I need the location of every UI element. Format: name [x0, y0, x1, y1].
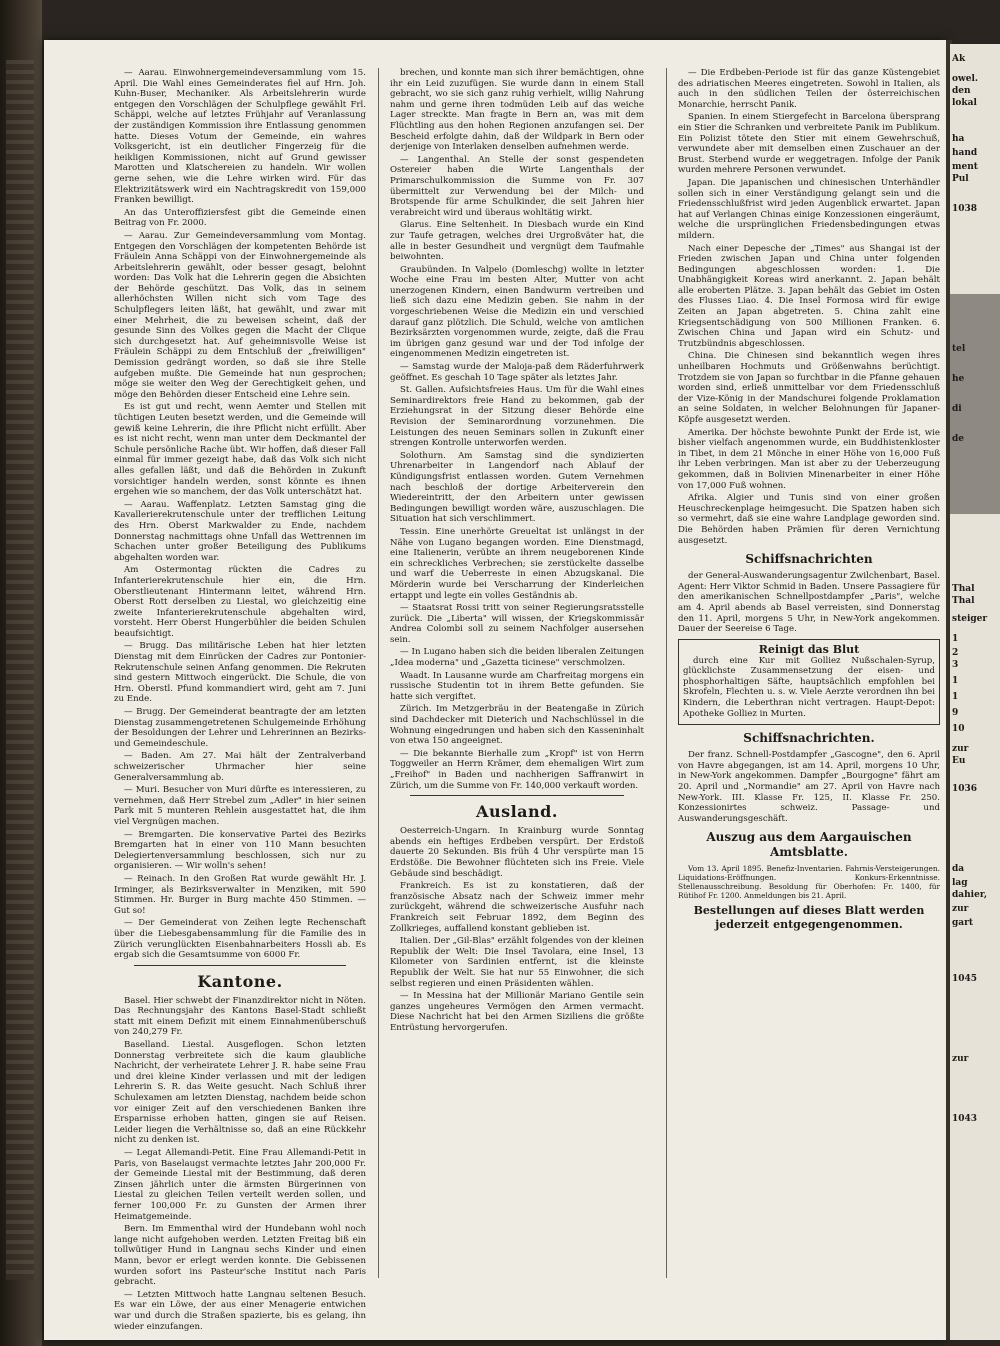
adjacent-page-fragment: 1: [952, 634, 959, 644]
news-paragraph: — Bremgarten. Die konservative Partei des Bezirks Bremgarten hat in einer von 110 Mann besuchten Delegiertenversammlung beschlossen, sich nur zu organisieren. — Wir wolln's sehen!: [114, 829, 366, 872]
news-paragraph: Zürich. Im Metzgerbräu in der Beatengaße in Zürich sind Dachdecker mit Dieterich und Nachschlüssel in die Wohnung eingedrungen und haben sich den Kasseninhalt von etwa 150 angeeignet.: [390, 704, 644, 747]
news-paragraph: — Staatsrat Rossi tritt von seiner Regierungsratsstelle zurück. Die „Liberta" will wissen, der Kriegskommissär Andrea Colombi soll zu seinem Nachfolger ausersehen sein.: [390, 603, 644, 645]
adjacent-page-fragment: 3: [952, 660, 959, 670]
adjacent-page-fragment: 2: [952, 648, 959, 658]
adjacent-page-fragment: zur: [952, 744, 969, 754]
news-paragraph: — Aarau. Zur Gemeindeversammlung vom Montag. Entgegen den Vorschlägen der kompetenten Behörde ist Fräulein Anna Schäppi von der Einwohnergemeinde als Arbeitslehrerin gewählt, oder besser gesagt, belohnt worden: Das Volk hat die Lehrerin gegen die Absichten der Behörde geschützt. Das Volk, das in seinem allerhöchsten Willen nicht sich vom Tage des Schulpflegers leiten läßt, hat gewählt, und zwar mit einer Mehrheit, die zu beweisen scheint, daß der gesunde Sinn des Volkes gegen die Macht der Clique sich durchgesetzt hat. Auf geheimnisvolle Weise ist Fräulein Schäppi zu dem Entschluß der „freiwilligen" Demission gedrängt worden, so daß sie ihre Stelle aufgeben mußte. Die Gemeinde hat nun gesprochen; möge sie weiter den Weg der Gerechtigkeit gehen, und möge den Behörden dieser Entscheid eine Lehre sein.: [114, 230, 366, 400]
news-paragraph: Italien. Der „Gil-Blas" erzählt folgendes von der kleinen Republik der Welt: Die Insel Tavolara, eine Insel, 13 Kilometer von Sardinien entfernt, ist die kleinste Republik der Welt. Sie hat nur 55 Einwohner, die sich selbst regieren und einen Präsidenten wählen.: [390, 936, 644, 989]
adjacent-page-fragment: hand: [952, 148, 978, 158]
adjacent-page-fragment: ha: [952, 134, 965, 144]
adjacent-page-fragment: Pul: [952, 174, 969, 184]
adjacent-page: [950, 44, 1000, 1340]
section-heading: Kantone.: [197, 971, 283, 991]
adjacent-page-fragment: 1: [952, 676, 959, 686]
adjacent-page-fragment: lag: [952, 878, 968, 888]
news-paragraph: — Der Gemeinderat von Zeihen legte Rechenschaft über die Liebesgabensammlung für die Familie des in Zürich verunglückten Eisenbahnarbeiters Hossli ab. Es ergab sich die Gesamtsumme von 6000 Fr.: [114, 918, 366, 961]
news-paragraph: China. Die Chinesen sind bekanntlich wegen ihres unheilbaren Hochmuts und Größenwahns berüchtigt. Trotzdem sie von Japan so furchtbar in die Pfanne gehauen worden sind, erließ unmittelbar vor dem Friedensschluß der Vize-König in der Mandschurei folgende Proklamation an seine Soldaten, in welcher Belohnungen für Japaner-Köpfe ausgesetzt werden.: [678, 351, 940, 425]
news-paragraph: Basel. Hier schwebt der Finanzdirektor nicht in Nöten. Das Rechnungsjahr des Kantons Basel-Stadt schließt statt mit einem Defizit mit einem Einnahmenüberschuß von 240,279 Fr.: [114, 995, 366, 1038]
news-paragraph: Spanien. In einem Stiergefecht in Barcelona übersprang ein Stier die Schranken und verbreitete Panik im Publikum. Ein Polizist tötete den Stier mit einem Gewehrschuß, verwundete aber mit demselben einen Zuschauer an der Brust. Sterbend wurde er weggetragen. Infolge der Panik wurden mehrere Personen verwundet.: [678, 112, 940, 176]
news-paragraph: Frankreich. Es ist zu konstatieren, daß der französische Absatz nach der Schweiz immer mehr zurückgeht, während die schweizerische Ausfuhr nach Frankreich seit Februar 1892, dem Beginn des Zollkrieges, auffallend konstant geblieben ist.: [390, 881, 644, 934]
adjacent-page-fragment: ment: [952, 162, 978, 172]
adjacent-page-fragment: 9: [952, 708, 959, 718]
news-paragraph: — Samstag wurde der Maloja-paß dem Räderfuhrwerk geöffnet. Es geschah 10 Tage später als letztes Jahr.: [390, 362, 644, 383]
column-1: [114, 68, 366, 1332]
advertisement-title: Reinigt das Blut: [758, 642, 860, 656]
news-paragraph: Bern. Im Emmenthal wird der Hundebann wohl noch lange nicht aufgehoben werden. Letzten Freitag biß ein tollwütiger Hund in Langnau sechs Kinder und einen Mann, bevor er erlegt werden konnte. Die Gebissenen wurden sofort ins Pasteur'sche Institut nach Paris gebracht.: [114, 1224, 366, 1288]
news-paragraph: — Legat Allemandi-Petit. Eine Frau Allemandi-Petit in Paris, von Baselaugst vermachte letztes Jahr 200,000 Fr. der Gemeinde Liestal mit der Bestimmung, daß deren Zinsen jährlich unter die ärmsten Bürgerinnen von Liestal zu gleichen Teilen verteilt werden sollen, und ferner 100,000 Fr. zu Gunsten der Armen ihrer Heimatgemeinde.: [114, 1148, 366, 1222]
news-paragraph: Waadt. In Lausanne wurde am Charfreitag morgens ein russische Studentin tot in ihrem Bette gefunden. Sie hatte sich vergiftet.: [390, 670, 644, 702]
news-paragraph: St. Gallen. Aufsichtsfreies Haus. Um für die Wahl eines Seminardirektors freie Hand zu bekommen, gab der Erziehungsrat in der Sitzung dieser Behörde eine Revision der Seminarordnung vorzunehmen. Die Leistungen des neuen Seminars sollen in Zukunft einer strengen Kontrolle unterworfen werden.: [390, 385, 644, 449]
column-3: [678, 68, 940, 1288]
column-rule-1: [378, 68, 379, 1278]
adjacent-page-fragment: 1: [952, 692, 959, 702]
adjacent-page-fragment: 10: [952, 724, 965, 734]
adjacent-page-fragment: 1036: [952, 784, 978, 794]
news-paragraph: Baselland. Liestal. Ausgeflogen. Schon letzten Donnerstag verbreitete sich die kaum glaubliche Nachricht, der verheiratete Lehrer J. R. habe seine Frau und drei kleine Kinder verlassen und mit der ledigen Lehrerin S. R. das Weite gesucht. Nach Schluß ihrer Schulexamen am letzten Dienstag, nachdem beide schon vor einiger Zeit auf den verschiedenen Banken ihre Ersparnisse erhoben hatten, gingen sie auf Reisen. Leider liegen die Verhältnisse so, daß an eine Rückkehr nicht zu denken ist.: [114, 1040, 366, 1146]
adjacent-page-fragment: zur: [952, 904, 969, 914]
news-paragraph: brechen, und konnte man sich ihrer bemächtigen, ohne ihr ein Leid zuzufügen. Sie wurde dann in einem Stall gebracht, wo sie sich ganz ruhig verhielt, willig Nahrung nahm und gerne ihren todmüden Leib auf das weiche Lager streckte. Man fragte in Bern an, was mit dem Flüchtling aus den hohen Regionen anzufangen sei. Der Bescheid erfolgte dahin, daß der Wildpark in Bern oder derjenige von Interlaken denselben aufnehmen werde.: [390, 68, 644, 153]
news-paragraph: — Brugg. Der Gemeinderat beantragte der am letzten Dienstag zusammengetretenen Schulgemeinde Erhöhung der Besoldungen der Lehrer und Lehrerinnen an Bezirks- und Gemeindeschule.: [114, 707, 366, 749]
adjacent-page-fragment: 1045: [952, 974, 978, 984]
section-heading: Schiffsnachrichten: [745, 552, 873, 567]
adjacent-page-fragment: gart: [952, 918, 974, 928]
adjacent-page-fragment: den: [952, 86, 971, 96]
news-paragraph: Oesterreich-Ungarn. In Krainburg wurde Sonntag abends ein heftiges Erdbeben verspürt. Der Erdstoß dauerte 20 Sekunden. Bis früh 4 Uhr verspürte man 15 Erdstöße. Die Bewohner flüchteten sich ins Freie. Viele Gebäude sind beschädigt.: [390, 826, 644, 879]
advertisement-text: durch eine Kur mit Golliez Nußschalen-Syrup, glücklichste Zusammensetzung der eisen- und phosphorhaltigen Säfte, hauptsächlich empfohlen bei Skrofeln, Flechten u. s. w. Viele Aerzte verordnen ihn bei Kindern, die Leberthran nicht vertragen. Haupt-Depot: Apotheke Golliez in Murten.: [683, 655, 935, 719]
news-paragraph: — Aarau. Einwohnergemeindeversammlung vom 15. April. Die Wahl eines Gemeinderates fiel auf Hrn. Joh. Kuhn-Buser, Mechaniker. Als Arbeitslehrerin wurde entgegen den Vorschlägen der Schulpflege gewählt Frl. Schäppi, welche auf letztes Frühjahr auf Veranlassung der zuständigen Kommission ihre Entlassung genommen hatte. Dieses Votum der Gemeinde, ein wahres Volksgericht, ist ein deutlicher Fingerzeig für die heikligen Kommissionen, nicht auf Grund gewisser Marotten und Klatschereien zu handeln. Wir wollen gerne sehen, wie die Lehre wirken wird. Für das Elektrizitätswerk wird ein Nachtragskredit von 159,000 Franken bewilligt.: [114, 68, 366, 206]
news-paragraph: Graubünden. In Valpelo (Domleschg) wollte in letzter Woche eine Frau im besten Alter, Mutter von acht unerzogenen Kindern, einen Bandwurm vertreiben und ließ sich dazu eine Medizin geben. Sie nahm in der vorgeschriebenen Weise die Medizin ein und verschied darauf ganz plötzlich. Die Schuld, welche von amtlichen Bezirksärzten vorgenommen wurde, zeigte, daß die Frau im übrigen ganz gesund war und der Tod infolge der eingenommenen Medizin eingetreten ist.: [390, 264, 644, 360]
adjacent-page-fragment: lokal: [952, 98, 977, 108]
adjacent-page-fragment: steiger: [952, 614, 988, 624]
adjacent-page-fragment: Ak: [952, 54, 966, 64]
news-paragraph: — In Lugano haben sich die beiden liberalen Zeitungen „Idea moderna" und „Gazetta ticinese" verschmolzen.: [390, 647, 644, 669]
column-2: [390, 68, 644, 1288]
subscription-notice: Bestellungen auf dieses Blatt werden jederzeit entgegengenommen.: [693, 904, 925, 932]
news-paragraph: — Langenthal. An Stelle der sonst gespendeten Ostereier haben die Wirte Langenthals der Primarschulkommission die Summe von Fr. 307 übermittelt zur Verwendung bei der Milch- und Brotspende für arme Schulkinder, die seit Jahren hier verabreicht wird und überaus wohltätig wirkt.: [390, 154, 644, 218]
adjacent-page-fragment: 1043: [952, 1114, 978, 1124]
adjacent-page-fragment: he: [952, 374, 965, 384]
column-rule-2: [666, 68, 667, 1278]
adjacent-page-fragment: de: [952, 434, 965, 444]
news-paragraph: — Muri. Besucher von Muri dürfte es interessieren, zu vernehmen, daß Herr Strebel zum „Adler" in hier seinen Park mit 5 munteren Rehlein ausgestattet hat, die ihm viel Vergnügen machen.: [114, 785, 366, 827]
adjacent-page-fragment: tel: [952, 344, 966, 354]
section-heading: Ausland.: [476, 802, 558, 822]
official-notices: Vom 13. April 1895. Benefiz-Inventarien. Fahrnis-Versteigerungen. Liquidations-Eröffnungen. Konkurs-Erkenntnisse. Stellenausschreibung. Besoldung für Oberhofen: Fr. 1400, für Rütihof Fr. 1200. Anmeldungen bis 21. April.: [678, 864, 940, 901]
adjacent-page-fragment: 1038: [952, 204, 978, 214]
adjacent-page-fragment: di: [952, 404, 962, 414]
adjacent-page-fragment: da: [952, 864, 965, 874]
news-paragraph: Tessin. Eine unerhörte Greueltat ist unlängst in der Nähe von Lugano begangen worden. Eine Dienstmagd, eine Italienerin, verübte an ihrem neugeborenen Kinde ein schreckliches Verbrechen; sie zerstückelte dasselbe und warf die Ueberreste in einen Abzugskanal. Die Mörderin wurde bei Verscharrung der Kinderleichen ertappt und legte ein volles Geständnis ab.: [390, 526, 644, 601]
news-paragraph: Der franz. Schnell-Postdampfer „Gascogne", den 6. April von Havre abgegangen, ist am 14. April, morgens 10 Uhr, in New-York angekommen. Dampfer „Bourgogne" fährt am 20. April und „Normandie" am 27. April von Havre nach New-York. III. Klasse Fr. 125, II. Klasse Fr. 250. Konzessionirtes schweiz. Passage- und Auswanderungsgeschäft.: [678, 750, 940, 824]
news-paragraph: Glarus. Eine Seltenheit. In Diesbach wurde ein Kind zur Taufe getragen, welches drei Urgroßväter hat, die alle in bester Gesundheit und vergnügt dem Taufmahle beiwohnten.: [390, 220, 644, 263]
spine-bands: [6, 60, 34, 1280]
heading-rule: [134, 965, 346, 966]
news-paragraph: Japan. Die japanischen und chinesischen Unterhändler sollen sich in einer Verständigung gelangt sein und die Friedensschlußfrist wird jeden Augenblick erwartet. Japan hat auf Verlangen Chinas einige Konzessionen eingeräumt, welche die ursprünglichen Friedensbedingungen etwas mildern.: [678, 177, 940, 241]
adjacent-page-fragment: Thal: [952, 584, 975, 594]
adjacent-page-fragment: Thal: [952, 596, 975, 606]
adjacent-page-fragment: Eu: [952, 756, 966, 766]
news-paragraph: — Die bekannte Bierhalle zum „Kropf" ist von Herrn Toggweiler an Herrn Krämer, dem ehemaligen Wirt zum „Freihof" in Baden und nachherigen Saffranwirt in Zürich, um die Summe von Fr. 140,000 verkauft worden.: [390, 748, 644, 791]
news-paragraph: — Letzten Mittwoch hatte Langnau seltenen Besuch. Es war ein Löwe, der aus einer Menagerie entwichen war und durch die Straßen spazierte, bis es gelang, ihn wieder einzufangen.: [114, 1289, 366, 1332]
news-paragraph: Nach einer Depesche der „Times" aus Shangai ist der Frieden zwischen Japan und China unter folgenden Bedingungen abgeschlossen worden: 1. Die Unabhängigkeit Koreas wird anerkannt. 2. Japan behält alle eroberten Plätze. 3. Japan behält das Gebiet im Osten des Flusses Liao. 4. Die Insel Formosa wird für ewige Zeiten an Japan abgetreten. 5. China zahlt eine Kriegsentschädigung von 500 Millionen Franken. 6. Zwischen China und Japan wird ein Schutz- und Trutzbündnis abgeschlossen.: [678, 243, 940, 349]
section-heading: Schiffsnachrichten.: [743, 731, 875, 746]
news-paragraph: der General-Auswanderungsagentur Zwilchenbart, Basel. Agent: Herr Viktor Schmid in Baden. Unsere Passagiere für den amerikanischen Schnellpostdampfer „Paris", welche am 4. April abends ab Basel verreisten, sind Donnerstag den 11. April, morgens 5 Uhr, in New-York angekommen. Dauer der Seereise 6 Tage.: [678, 571, 940, 635]
news-paragraph: Es ist gut und recht, wenn Aemter und Stellen mit tüchtigen Leuten besetzt werden, und die Gemeinde will gewiß keine Lehrerin, die ihre Pflicht nicht erfüllt. Aber es ist nicht recht, wenn man unter dem Deckmantel der Schule persönliche Rache übt. Wir hoffen, daß dieser Fall einmal für immer gezeigt habe, daß das Volk sich nicht alles gefallen läßt, und daß die Behörden in Zukunft vorsichtiger handeln werden, sonst könnte es ihnen ergehen wie so manchem, der das Volk unterschätzt hat.: [114, 402, 366, 498]
news-paragraph: — Baden. Am 27. Mai hält der Zentralverband schweizerischer Uhrmacher hier seine Generalversammlung ab.: [114, 751, 366, 783]
news-paragraph: — Aarau. Waffenplatz. Letzten Samstag ging die Kavallerierekrutenschule unter der trefflichen Leitung des Hrn. Oberst Markwalder zu Ende, nachdem Donnerstag nachmittags ohne Unfall das Wettrennen im Schachen unter großer Beteiligung des Publikums abgehalten worden war.: [114, 499, 366, 563]
news-paragraph: Am Ostermontag rückten die Cadres zu Infanterierekrutenschule hier ein, die Hrn. Oberstlieutenant Hintermann leitet, während Hrn. Oberst Rott derselben zu Liestal, wo gleichzeitig eine zweite Infanterierekrutenschule abgehalten wird, vorsteht. Herr Oberst Hungerbühler die beiden Schulen beaufsichtigt.: [114, 565, 366, 639]
news-paragraph: Solothurn. Am Samstag sind die syndizierten Uhrenarbeiter in Langendorf nach Ablauf der Kündigungsfrist entlassen worden. Gutem Vernehmen nach beschloß der dortige Arbeiterverein den Wiedereintritt, der den Arbeitern unter gewissen Bedingungen bewilligt worden wäre, auszuschlagen. Die Situation hat sich verschlimmert.: [390, 450, 644, 525]
news-paragraph: — Reinach. In den Großen Rat wurde gewählt Hr. J. Irminger, als Bezirksverwalter in Menziken, mit 590 Stimmen. Hr. Burger in Burg machte 450 Stimmen. — Gut so!: [114, 873, 366, 916]
advertisement-box: [678, 639, 940, 726]
news-paragraph: — Brugg. Das militärische Leben hat hier letzten Dienstag mit dem Einrücken der Cadres zur Pontonier-Rekrutenschule seinen Anfang genommen. Die Rekruten sind gestern Mittwoch eingerückt. Die Schule, die von Hrn. Oberstl. Pfund kommandiert wird, geht am 7. Juni zu Ende.: [114, 641, 366, 705]
section-heading: Auszug aus dem Aargauischen Amtsblatte.: [706, 830, 912, 860]
news-paragraph: An das Unteroffiziersfest gibt die Gemeinde einen Beitrag von Fr. 2000.: [114, 207, 366, 229]
heading-rule: [410, 795, 624, 796]
news-paragraph: Afrika. Algier und Tunis sind von einer großen Heuschreckenplage heimgesucht. Die Spatzen haben sich so vermehrt, daß sie eine wahre Landplage geworden sind. Die Behörden haben Prämien für deren Vernichtung ausgesetzt.: [678, 493, 940, 546]
news-paragraph: — In Messina hat der Millionär Mariano Gentile sein ganzes ungeheures Vermögen den Armen vermacht. Diese Nachricht hat bei den Armen Siziliens die größte Entrüstung hervorgerufen.: [390, 991, 644, 1033]
book-spine: [0, 0, 42, 1346]
news-paragraph: Amerika. Der höchste bewohnte Punkt der Erde ist, wie bisher vielfach angenommen wurde, ein Buddhistenkloster in Tibet, in dem 21 Mönche in einer Höhe von 16,000 Fuß ihr Leben verbringen. Man ist aber zu der Ueberzeugung gekommen, daß in Bolivien Minenarbeiter in einer Höhe von 17,000 Fuß wohnen.: [678, 427, 940, 491]
adjacent-page-fragment: dahier,: [952, 890, 988, 900]
adjacent-page-fragment: zur: [952, 1054, 969, 1064]
newspaper-page: [44, 40, 946, 1340]
news-paragraph: — Die Erdbeben-Periode ist für das ganze Küstengebiet des adriatischen Meeres eingetreten. Sowohl in Italien, als auch in den südlichen Teilen der österreichischen Monarchie, herrscht Panik.: [678, 68, 940, 110]
adjacent-page-fragment: owel.: [952, 74, 979, 84]
